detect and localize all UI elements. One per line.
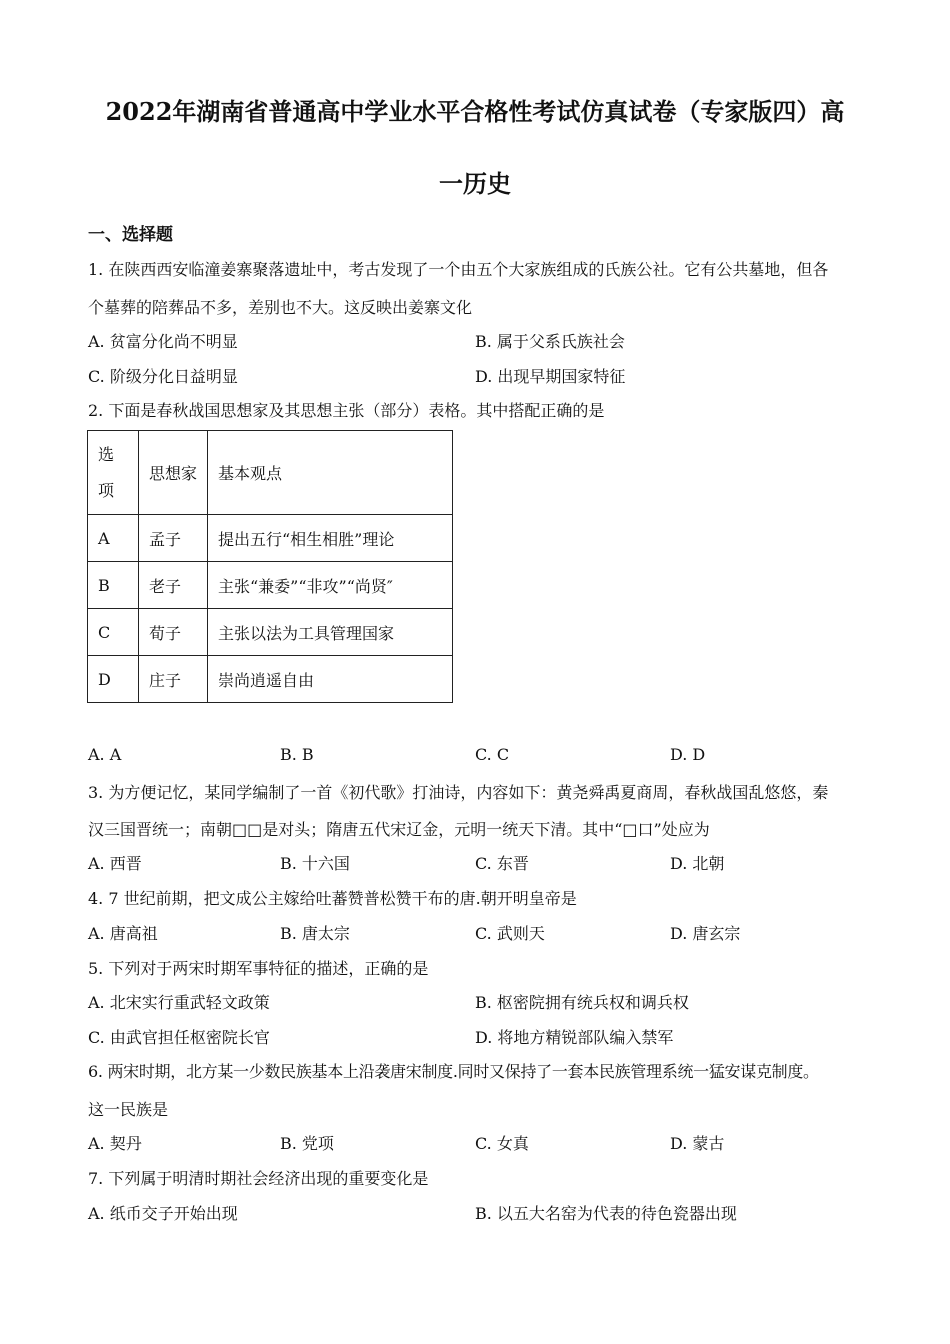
table-cell-view: 提出五行“相生相胜”理论 — [208, 515, 453, 562]
q5-option-b[interactable]: B. 枢密院拥有统兵权和调兵权 — [475, 993, 689, 1012]
table-cell-view: 主张“兼委”“非攻”“尚贤″ — [208, 562, 453, 609]
q6-option-d[interactable]: D. 蒙古 — [670, 1134, 725, 1153]
q2-option-a[interactable]: A. A — [88, 745, 122, 764]
q2-option-b[interactable]: B. B — [280, 745, 314, 764]
table-header-view: 基本观点 — [208, 431, 453, 515]
q6-stem-line1: 6. 两宋时期，北方某一少数民族基本上沿袭唐宋制度.同时又保持了一套本民族管理系统一猛安谋克制度。 — [88, 1062, 819, 1081]
table-row — [88, 515, 453, 562]
q3-option-d[interactable]: D. 北朝 — [670, 854, 725, 873]
q6-option-b[interactable]: B. 党项 — [280, 1134, 334, 1153]
q4-option-a[interactable]: A. 唐高祖 — [88, 924, 158, 943]
table-cell-view: 崇尚逍遥自由 — [208, 656, 453, 703]
q3-option-b[interactable]: B. 十六国 — [280, 854, 350, 873]
q2-option-d[interactable]: D. D — [670, 745, 706, 764]
q6-option-c[interactable]: C. 女真 — [475, 1134, 529, 1153]
table-cell-option: B — [88, 562, 139, 609]
q1-option-d[interactable]: D. 出现早期国家特征 — [475, 367, 626, 386]
table-cell-thinker: 庄子 — [139, 656, 208, 703]
q7-stem-line1: 7. 下列属于明清时期社会经济出现的重要变化是 — [88, 1169, 429, 1188]
table-row — [88, 656, 453, 703]
q5-option-a[interactable]: A. 北宋实行重武轻文政策 — [88, 993, 270, 1012]
table-cell-thinker: 荀子 — [139, 609, 208, 656]
table-header-option — [88, 431, 139, 515]
table-cell-option: C — [88, 609, 139, 656]
thinkers-table — [87, 430, 453, 703]
q4-option-d[interactable]: D. 唐玄宗 — [670, 924, 741, 943]
q6-stem-line2: 这一民族是 — [88, 1100, 169, 1119]
table-cell-view: 主张以法为工具管理国家 — [208, 609, 453, 656]
table-cell-option: D — [88, 656, 139, 703]
table-cell-thinker: 孟子 — [139, 515, 208, 562]
q1-option-a[interactable]: A. 贫富分化尚不明显 — [88, 332, 238, 351]
q2-option-c[interactable]: C. C — [475, 745, 510, 764]
q1-option-c[interactable]: C. 阶级分化日益明显 — [88, 367, 238, 386]
table-cell-thinker: 老子 — [139, 562, 208, 609]
q3-stem-line2: 汉三国晋统一；南朝□□是对头；隋唐五代宋辽金，元明一统天下清。其中“□口”处应为 — [88, 820, 710, 839]
exam-title-line1: 2022年湖南省普通高中学业水平合格性考试仿真试卷（专家版四）高 — [105, 97, 845, 126]
q1-stem-line1: 1. 在陕西西安临潼姜寨聚落遗址中，考古发现了一个由五个大家族组成的氏族公社。它有公共墓地，但各 — [88, 260, 829, 279]
header-option-char2: 项 — [98, 480, 115, 500]
q1-option-b[interactable]: B. 属于父系氏族社会 — [475, 332, 625, 351]
exam-title-line2: 一历史 — [439, 169, 511, 198]
q5-option-c[interactable]: C. 由武官担任枢密院长官 — [88, 1028, 270, 1047]
header-option-char1: 选 — [98, 444, 115, 464]
q3-option-a[interactable]: A. 西晋 — [88, 854, 142, 873]
q4-stem-line1: 4. 7 世纪前期，把文成公主嫁给吐蕃赞普松赞干布的唐.朝开明皇帝是 — [88, 889, 577, 908]
q4-option-b[interactable]: B. 唐太宗 — [280, 924, 350, 943]
q3-stem-line1: 3. 为方便记忆，某同学编制了一首《初代歌》打油诗，内容如下：黄尧舜禹夏商周，春秋战国乱悠悠，秦 — [88, 783, 829, 802]
section-heading: 一、选择题 — [88, 225, 173, 245]
q5-option-d[interactable]: D. 将地方精锐部队编入禁军 — [475, 1028, 674, 1047]
q5-stem-line1: 5. 下列对于两宋时期军事特征的描述，正确的是 — [88, 959, 429, 978]
table-header-thinker: 思想家 — [139, 431, 208, 515]
q7-option-a[interactable]: A. 纸币交子开始出现 — [88, 1204, 238, 1223]
q6-option-a[interactable]: A. 契丹 — [88, 1134, 142, 1153]
q7-option-b[interactable]: B. 以五大名窑为代表的待色瓷器出现 — [475, 1204, 737, 1223]
q2-stem-line1: 2. 下面是春秋战国思想家及其思想主张（部分）表格。其中搭配正确的是 — [88, 401, 605, 420]
q1-stem-line2: 个墓葬的陪葬品不多，差别也不大。这反映出姜寨文化 — [88, 298, 473, 317]
q4-option-c[interactable]: C. 武则天 — [475, 924, 545, 943]
table-row — [88, 609, 453, 656]
q3-option-c[interactable]: C. 东晋 — [475, 854, 529, 873]
table-header-row — [88, 431, 453, 515]
table-cell-option: A — [88, 515, 139, 562]
table-row — [88, 562, 453, 609]
